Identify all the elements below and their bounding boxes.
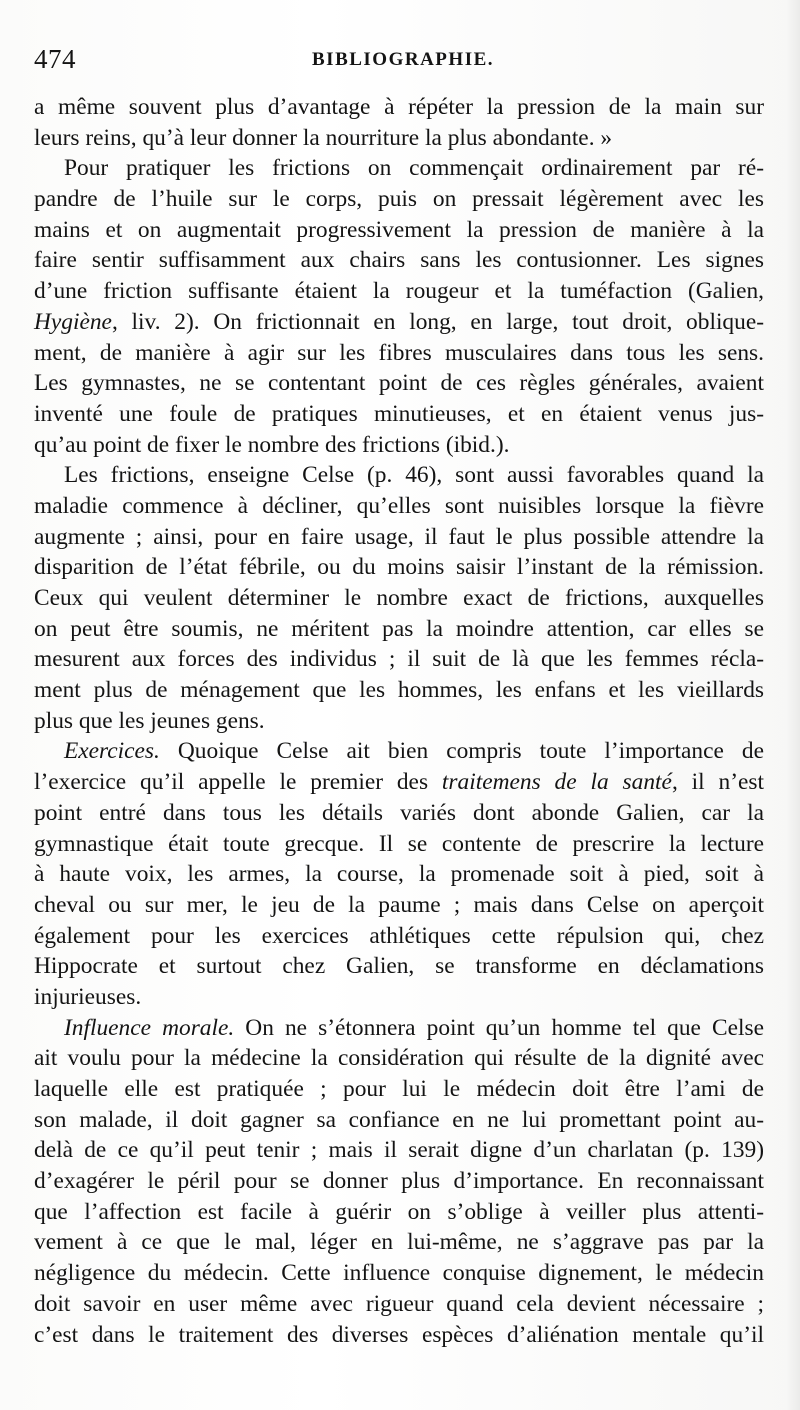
text-line: à haute voix, les armes, la course, la promenade soit à pied, soit à xyxy=(34,861,764,888)
text-line: Ceux qui veulent déterminer le nombre exact de frictions, auxquelles xyxy=(34,585,764,611)
text-line: maladie commence à décliner, qu’elles sont nuisibles lorsque la fièvre xyxy=(34,492,764,519)
text-line: Hygiène, liv. 2). On frictionnait en long, en large, tout droit, oblique- xyxy=(34,308,764,335)
text-line: on peut être soumis, ne méritent pas la moindre attention, car elles se xyxy=(34,615,764,642)
text-line: vement à ce que le mal, léger en lui-même, ne s’aggrave pas par la xyxy=(34,1229,764,1256)
page-edge-shadow xyxy=(786,0,800,1410)
text-line: ment, de manière à agir sur les fibres musculaires dans tous les sens. xyxy=(34,339,764,366)
page-header xyxy=(32,44,772,80)
running-head: BIBLIOGRAPHIE. xyxy=(312,49,495,70)
text-line: cheval ou sur mer, le jeu de la paume ; mais dans Celse on aperçoit xyxy=(34,891,764,918)
text-line: mesurent aux forces des individus ; il suit de là que les femmes récla- xyxy=(34,646,764,673)
text-line: qu’au point de fixer le nombre des frictions (ibid.). xyxy=(34,431,510,458)
text-line: a même souvent plus d’avantage à répéter la pression de la main sur xyxy=(34,94,764,120)
text-line: Les frictions, enseigne Celse (p. 46), sont aussi favorables quand la xyxy=(64,462,764,489)
text-line: Influence morale. On ne s’étonnera point qu’un homme tel que Celse xyxy=(64,1014,764,1041)
text-line: d’exagérer le péril pour se donner plus d’importance. En reconnaissant xyxy=(34,1168,764,1195)
text-line: Exercices. Quoique Celse ait bien compris toute l’importance de xyxy=(64,738,764,765)
text-line: injurieuses. xyxy=(34,983,142,1010)
text-line: c’est dans le traitement des diverses espèces d’aliénation mentale qu’il xyxy=(34,1321,764,1348)
text-line: delà de ce qu’il peut tenir ; mais il serait digne d’un charlatan (p. 139) xyxy=(34,1137,764,1164)
body-text xyxy=(34,92,764,1350)
text-line: disparition de l’état fébrile, ou du moins saisir l’instant de la rémission. xyxy=(34,554,764,581)
text-line: augmente ; ainsi, pour en faire usage, il faut le plus possible attendre la xyxy=(34,523,764,550)
text-line: inventé une foule de pratiques minutieuses, et en étaient venus jus- xyxy=(34,400,764,427)
text-line: faire sentir suffisamment aux chairs sans les contusionner. Les signes xyxy=(34,247,764,274)
text-line: leurs reins, qu’à leur donner la nourriture la plus abondante. » xyxy=(34,124,613,151)
text-line: d’une friction suffisante étaient la rougeur et la tuméfaction (Galien, xyxy=(34,278,764,305)
text-line: Hippocrate et surtout chez Galien, se transforme en déclamations xyxy=(34,953,764,980)
italic-term: Exercices. xyxy=(64,738,160,765)
italic-term: traitemens de la santé xyxy=(441,769,672,796)
text-line: doit savoir en user même avec rigueur quand cela devient nécessaire ; xyxy=(34,1290,764,1317)
text-line: également pour les exercices athlétiques cette répulsion qui, chez xyxy=(34,922,764,949)
text-line: Les gymnastes, ne se contentant point de ces règles générales, avaient xyxy=(34,370,764,397)
page-number: 474 xyxy=(34,44,76,74)
text-line: l’exercice qu’il appelle le premier des traitemens de la santé, il n’est xyxy=(34,769,764,796)
italic-term: Influence morale. xyxy=(64,1014,235,1041)
text-line: mains et on augmentait progressivement la pression de manière à la xyxy=(34,216,764,243)
text-line: Pour pratiquer les frictions on commençait ordinairement par ré- xyxy=(64,155,764,182)
text-line: ment plus de ménagement que les hommes, les enfans et les vieillards xyxy=(34,677,764,704)
text-line: négligence du médecin. Cette influence conquise dignement, le médecin xyxy=(34,1260,764,1287)
text-line: ait voulu pour la médecine la considération qui résulte de la dignité avec xyxy=(34,1045,764,1072)
italic-term: Hygiène xyxy=(34,308,112,335)
text-line: son malade, il doit gagner sa confiance en ne lui promettant point au- xyxy=(34,1106,764,1133)
text-line: plus que les jeunes gens. xyxy=(34,707,265,734)
text-line: laquelle elle est pratiquée ; pour lui le médecin doit être l’ami de xyxy=(34,1076,764,1102)
text-line: point entré dans tous les détails variés dont abonde Galien, car la xyxy=(34,799,764,826)
text-line: gymnastique était toute grecque. Il se contente de prescrire la lecture xyxy=(34,830,764,857)
text-line: que l’affection est facile à guérir on s’oblige à veiller plus attenti- xyxy=(34,1198,764,1225)
text-line: pandre de l’huile sur le corps, puis on pressait légèrement avec les xyxy=(34,186,764,213)
